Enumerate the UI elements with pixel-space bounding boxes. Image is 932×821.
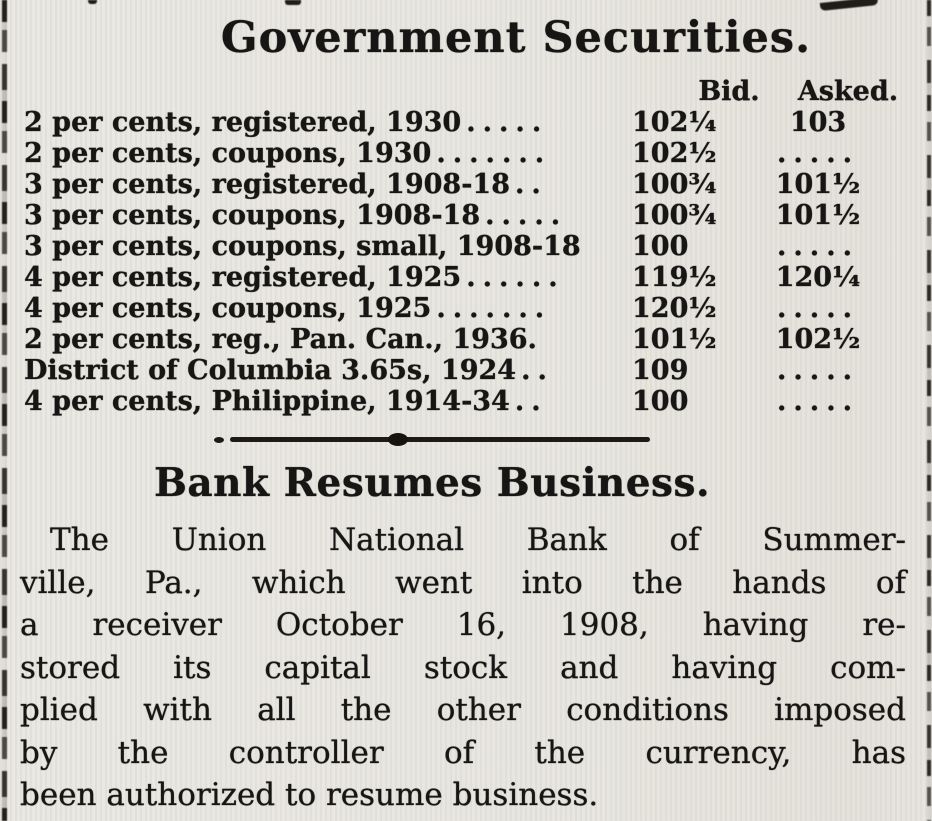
security-label: 3 per cents, coupons, small, 1908-18 — [24, 231, 581, 262]
bid-value: 109 — [632, 355, 689, 386]
section-divider — [214, 433, 650, 446]
bid-value: 120½ — [632, 293, 717, 324]
dot-leader: ..... — [466, 107, 549, 138]
asked-value: ..... — [777, 138, 859, 169]
security-label: District of Columbia 3.65s, 1924 — [24, 355, 517, 386]
column-rule-right — [927, 0, 931, 821]
bid-value: 100 — [632, 231, 689, 262]
security-label: 3 per cents, coupons, 1908-18 — [24, 200, 481, 231]
asked-value: 102½ — [775, 324, 861, 355]
dot-leader — [581, 231, 586, 262]
asked-value: 101½ — [775, 200, 861, 231]
bid-value: 100 — [632, 386, 689, 417]
column-rule-left — [2, 0, 7, 821]
bid-value: 101½ — [632, 324, 717, 355]
security-label: 2 per cents, reg., Pan. Can., 1936. — [24, 324, 537, 355]
paragraph-line: by the controller of the currency, has — [20, 734, 906, 771]
bid-value: 102½ — [632, 138, 717, 169]
paragraph-line: The Union National Bank of Summer- — [50, 522, 906, 558]
table-row — [24, 200, 902, 231]
security-label: 2 per cents, registered, 1930 — [24, 107, 462, 138]
column-header-bid: Bid. — [698, 76, 760, 107]
paragraph-line: stored its capital stock and having com- — [20, 649, 906, 686]
dot-leader: .. — [515, 169, 548, 200]
security-label: 3 per cents, registered, 1908-18 — [24, 169, 510, 200]
table-row — [24, 324, 902, 355]
security-label: 4 per cents, Philippine, 1914-34 — [24, 386, 510, 417]
paragraph-line: a receiver October 16, 1908, having re- — [20, 607, 906, 643]
security-label: 2 per cents, coupons, 1930 — [24, 138, 432, 169]
bid-value: 119½ — [632, 262, 717, 293]
paragraph-line: plied with all the other conditions imposed — [20, 692, 906, 728]
divider-center-dot — [388, 433, 408, 446]
table-row — [24, 138, 902, 169]
asked-value: ..... — [777, 293, 859, 324]
dot-leader — [537, 324, 542, 355]
bid-value: 102¼ — [632, 107, 717, 138]
asked-value: ..... — [777, 355, 859, 386]
column-header-asked: Asked. — [797, 76, 899, 107]
bid-value: 100¾ — [632, 169, 717, 200]
dot-leader: ..... — [485, 200, 568, 231]
dot-leader: .. — [514, 386, 548, 417]
securities-table — [24, 77, 902, 417]
security-label: 4 per cents, registered, 1925 — [24, 262, 462, 293]
table-row — [24, 386, 902, 417]
paragraph-line: ville, Pa., which went into the hands of — [20, 564, 906, 601]
table-row — [24, 169, 902, 200]
dot-leader: ...... — [466, 262, 565, 293]
table-row — [24, 293, 902, 324]
paragraph-line: been authorized to resume business. — [20, 777, 599, 813]
security-label: 4 per cents, coupons, 1925 — [24, 293, 432, 324]
section-heading-bank-resumes: Bank Resumes Business. — [153, 460, 711, 506]
divider-line — [230, 437, 650, 442]
dot-leader: ....... — [436, 138, 552, 169]
asked-value: 101½ — [775, 169, 861, 200]
dot-leader: ....... — [436, 293, 552, 324]
article-paragraph — [20, 519, 906, 817]
asked-value: 103 — [789, 107, 847, 138]
table-row — [24, 107, 902, 138]
table-row — [24, 231, 902, 262]
asked-value: ..... — [777, 386, 859, 417]
table-header-row — [24, 77, 902, 107]
table-row — [24, 262, 902, 293]
dot-leader: .. — [521, 355, 554, 386]
divider-dot — [214, 437, 224, 443]
section-title-government-securities: Government Securities. — [220, 13, 812, 63]
table-row — [24, 355, 902, 386]
bid-value: 100¾ — [632, 200, 717, 231]
asked-value: 120¼ — [775, 262, 861, 293]
asked-value: ..... — [777, 231, 859, 262]
